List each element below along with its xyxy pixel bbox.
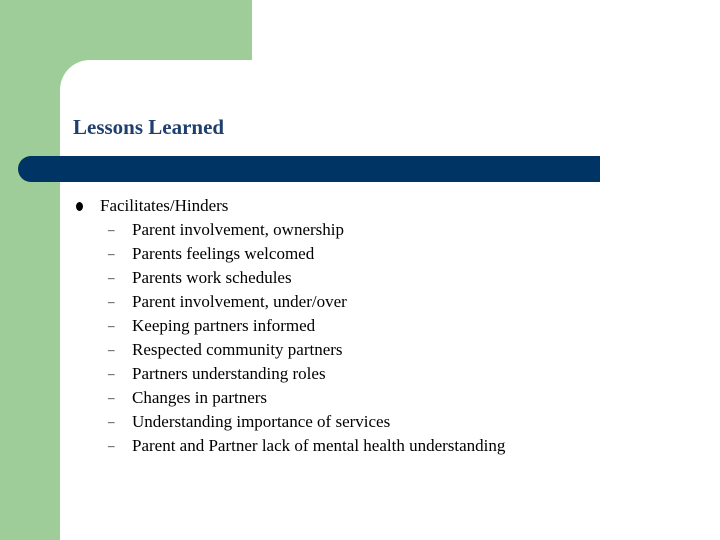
bullet-item-facilitates-hinders	[73, 194, 673, 218]
sub-bullet-item	[73, 314, 673, 338]
filled-circle-bullet-icon	[76, 202, 83, 211]
bullet-list	[73, 194, 673, 458]
dash-bullet-icon: –	[108, 222, 115, 237]
sub-bullet-text: Understanding importance of services	[132, 412, 391, 431]
bullet-label: Facilitates/Hinders	[100, 196, 229, 215]
dash-bullet-icon: –	[108, 342, 115, 357]
sub-bullet-text: Changes in partners	[132, 388, 268, 407]
title-underline-bar	[18, 156, 600, 182]
sub-bullet-item	[73, 386, 673, 410]
sub-bullet-text: Parent involvement, under/over	[132, 292, 347, 311]
sub-bullet-text: Parent involvement, ownership	[132, 220, 344, 239]
sub-bullet-list	[73, 218, 673, 458]
dash-bullet-icon: –	[108, 246, 115, 261]
dash-bullet-icon: –	[108, 390, 115, 405]
dash-bullet-icon: –	[108, 366, 115, 381]
sub-bullet-text: Parent and Partner lack of mental health understanding	[132, 436, 506, 455]
sub-bullet-item	[73, 266, 673, 290]
sub-bullet-item	[73, 218, 673, 242]
dash-bullet-icon: –	[108, 414, 115, 429]
sub-bullet-item	[73, 338, 673, 362]
sub-bullet-item	[73, 362, 673, 386]
sub-bullet-text: Keeping partners informed	[132, 316, 316, 335]
slide-title: Lessons Learned	[73, 115, 225, 139]
dash-bullet-icon: –	[108, 294, 115, 309]
sub-bullet-text: Parents work schedules	[132, 268, 292, 287]
sub-bullet-text: Partners understanding roles	[132, 364, 326, 383]
sub-bullet-item	[73, 242, 673, 266]
sub-bullet-text: Parents feelings welcomed	[132, 244, 315, 263]
sub-bullet-item	[73, 434, 673, 458]
dash-bullet-icon: –	[108, 270, 115, 285]
dash-bullet-icon: –	[108, 438, 115, 453]
sub-bullet-item	[73, 290, 673, 314]
sub-bullet-item	[73, 410, 673, 434]
dash-bullet-icon: –	[108, 318, 115, 333]
sub-bullet-text: Respected community partners	[132, 340, 343, 359]
